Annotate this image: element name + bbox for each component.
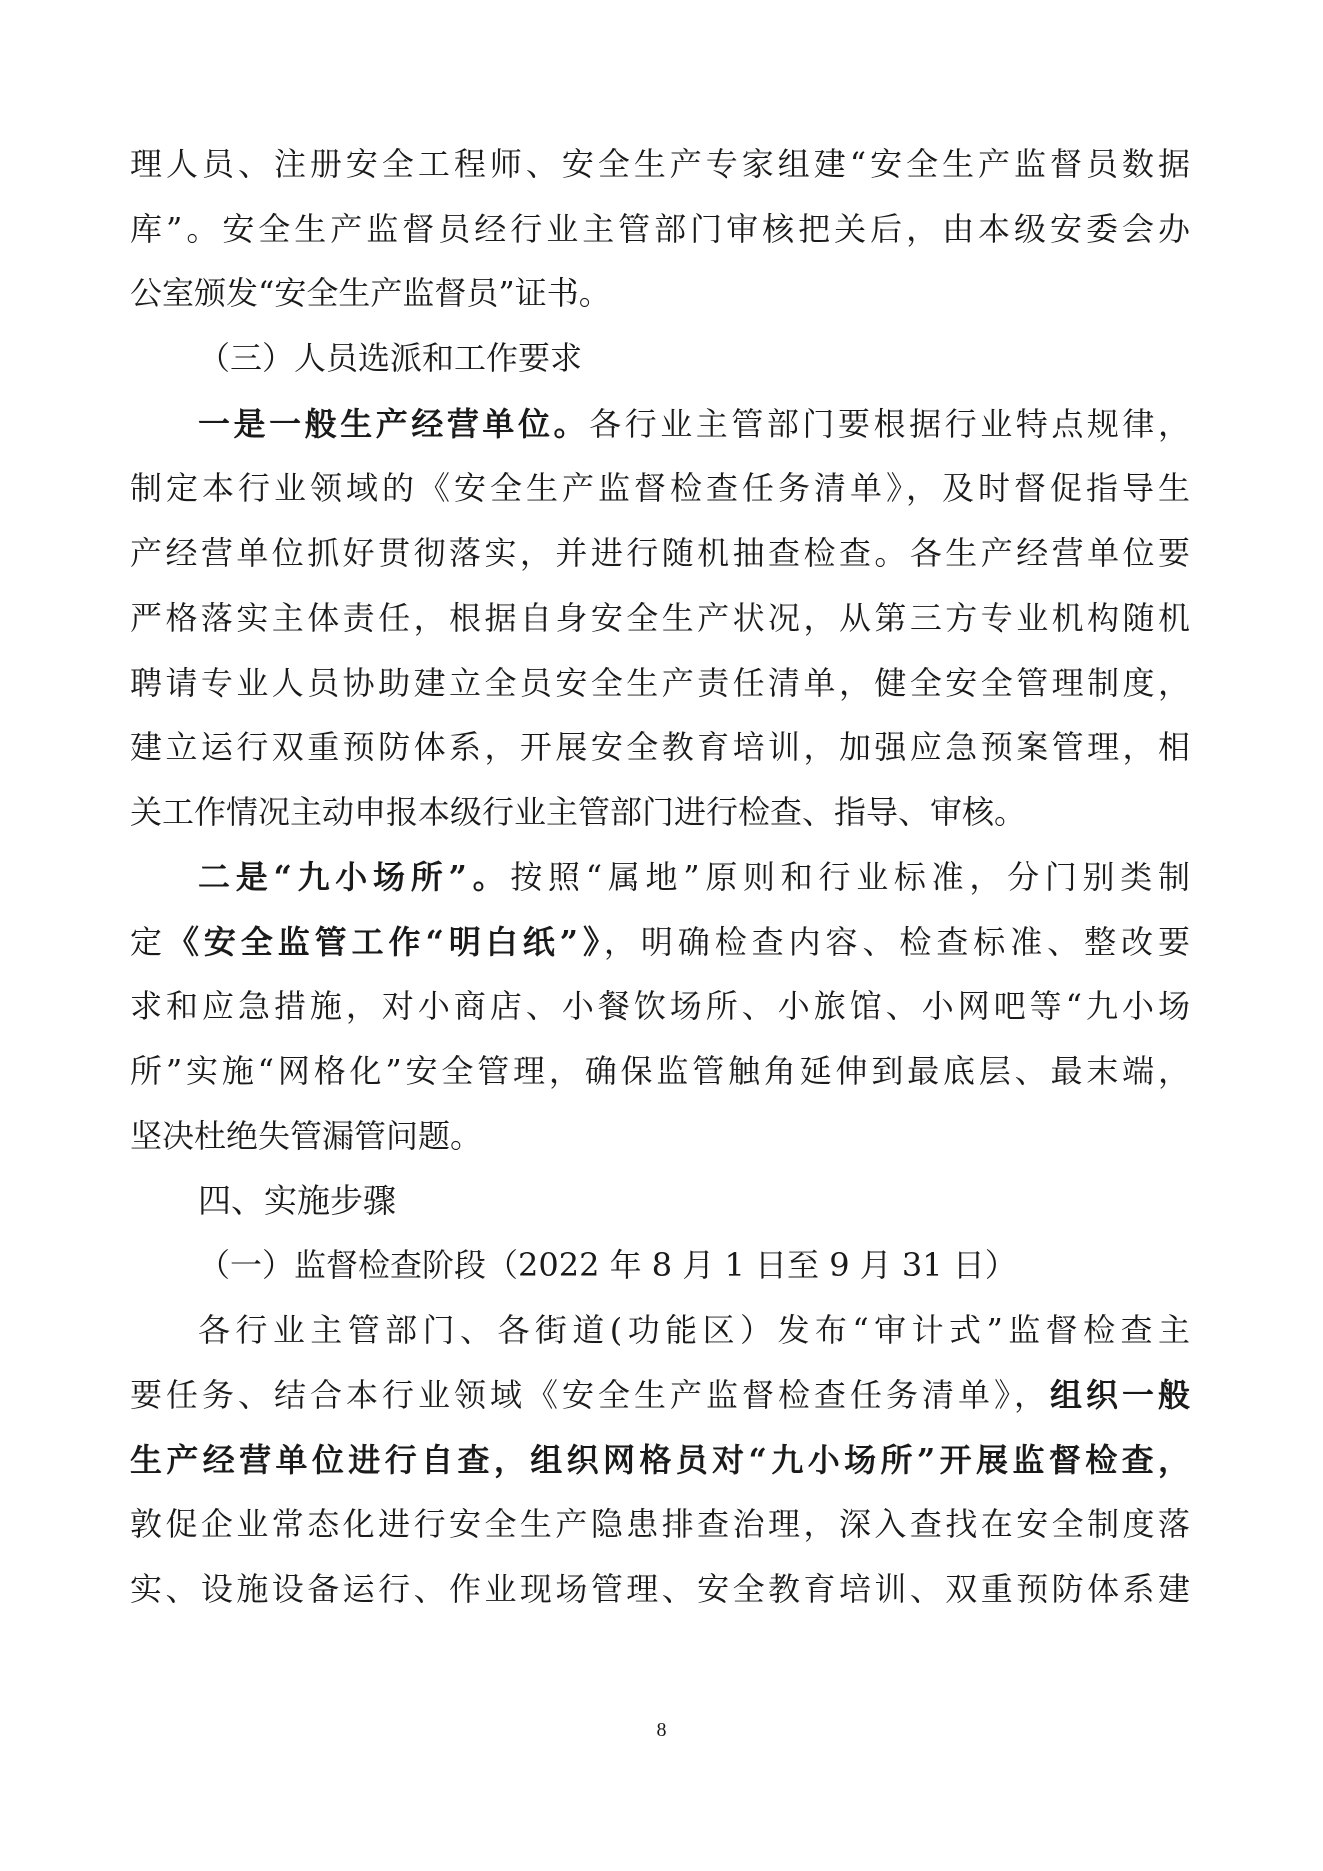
body-text: 各行业主管部门要根据行业特点规律， <box>589 405 1190 443</box>
body-line <box>198 857 1190 897</box>
body-text: ，明确检查内容、检查标准、整改要 <box>603 923 1190 961</box>
body-line: 严格落实主体责任，根据自身安全生产状况，从第三方专业机构随机 <box>130 599 1190 637</box>
body-text: 要任务、结合本行业领域《安全生产监督检查任务清单》， <box>130 1376 1050 1414</box>
body-line <box>198 404 1190 444</box>
section-heading: 四、实施步骤 <box>198 1181 396 1220</box>
bold-phrase: 《安全监管工作“明白纸”》 <box>166 923 604 961</box>
bold-lead-phrase: 一是一般生产经营单位。 <box>198 405 590 443</box>
body-line: 库”。安全生产监督员经行业主管部门审核把关后，由本级安委会办 <box>130 210 1190 248</box>
body-line: 敦促企业常态化进行安全生产隐患排查治理，深入查找在安全制度落 <box>130 1505 1190 1543</box>
page-number: 8 <box>656 1719 667 1741</box>
body-line <box>130 922 1190 962</box>
body-line: 各行业主管部门、各街道(功能区）发布“审计式”监督检查主 <box>198 1311 1190 1349</box>
body-line: 关工作情况主动申报本级行业主管部门进行检查、指导、审核。 <box>130 793 1027 831</box>
bold-phrase: 组织一般 <box>1049 1376 1190 1414</box>
body-line: 建立运行双重预防体系，开展安全教育培训，加强应急预案管理，相 <box>130 728 1190 766</box>
body-line: 产经营单位抓好贯彻落实，并进行随机抽查检查。各生产经营单位要 <box>130 534 1190 572</box>
body-text: 定 <box>130 923 167 961</box>
subsection-heading: （三）人员选派和工作要求 <box>198 339 583 377</box>
body-line: 求和应急措施，对小商店、小餐饮场所、小旅馆、小网吧等“九小场 <box>130 987 1190 1025</box>
body-line: 制定本行业领域的《安全生产监督检查任务清单》，及时督促指导生 <box>130 469 1190 507</box>
body-text: 按照“属地”原则和行业标准，分门别类制 <box>510 858 1190 896</box>
body-line: 坚决杜绝失管漏管问题。 <box>130 1117 483 1155</box>
subsection-heading: （一）监督检查阶段（2022 年 8 月 1 日至 9 月 31 日） <box>198 1246 1017 1284</box>
body-line: 生产经营单位进行自查，组织网格员对“九小场所”开展监督检查， <box>130 1441 1190 1479</box>
body-line: 理人员、注册安全工程师、安全生产专家组建“安全生产监督员数据 <box>130 145 1190 183</box>
body-line: 所”实施“网格化”安全管理，确保监管触角延伸到最底层、最末端， <box>130 1052 1190 1090</box>
body-line: 聘请专业人员协助建立全员安全生产责任清单，健全安全管理制度， <box>130 664 1190 702</box>
bold-lead-phrase: 二是“九小场所”。 <box>198 858 511 896</box>
body-line: 实、设施设备运行、作业现场管理、安全教育培训、双重预防体系建 <box>130 1570 1190 1608</box>
body-line: 公室颁发“安全生产监督员”证书。 <box>130 274 611 312</box>
body-line <box>130 1375 1190 1415</box>
